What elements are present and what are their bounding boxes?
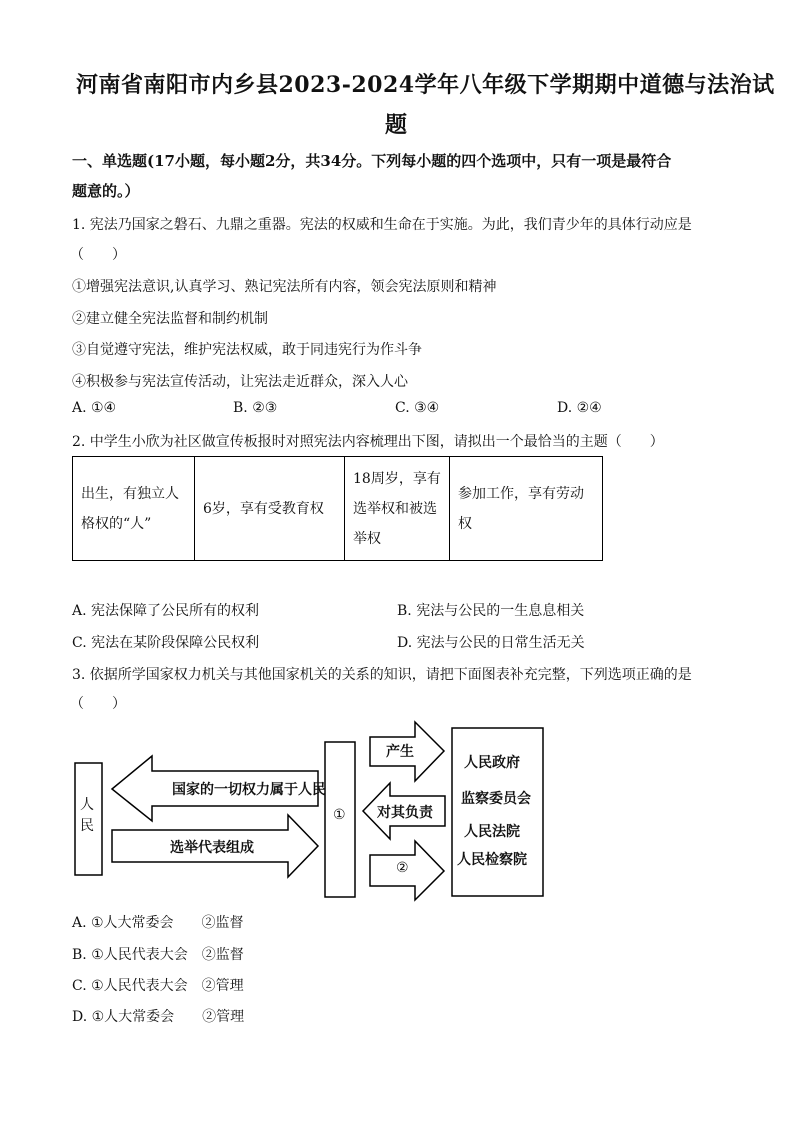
people-label: 人民 xyxy=(80,797,94,834)
q3-option-d[interactable]: D. ①人大常委会 ②管理 xyxy=(72,1009,245,1025)
organ-court: 人民法院 xyxy=(464,824,520,840)
q2-cell-birth: 出生，有独立人格权的“人” xyxy=(73,457,195,561)
q3-option-c[interactable]: C. ①人民代表大会 ②管理 xyxy=(72,978,244,994)
q2-cell-work: 参加工作，享有劳动权 xyxy=(450,457,603,561)
page-title-line1: 河南省南阳市内乡县2023-2024学年八年级下学期期中道德与法治试 xyxy=(76,72,775,98)
q2-option-a[interactable]: A. 宪法保障了公民所有的权利 xyxy=(72,603,260,619)
q2-stem: 2. 中学生小欣为社区做宣传板报时对照宪法内容梳理出下图，请拟出一个最恰当的主题（ ） xyxy=(72,434,664,450)
arrow-bottom-label: 选举代表组成 xyxy=(170,840,254,856)
organ-procuratorate: 人民检察院 xyxy=(457,852,527,868)
blank-2-label: ② xyxy=(396,860,409,876)
q1-option-b[interactable]: B. ②③ xyxy=(233,400,278,416)
q1-answer-paren: （ ） xyxy=(70,247,126,263)
q1-stem: 1. 宪法乃国家之磐石、九鼎之重器。宪法的权威和生命在于实施。为此，我们青少年的具体行动应是 xyxy=(72,217,692,233)
responsible-label: 对其负责 xyxy=(377,805,433,821)
section-heading-line1: 一、单选题(17小题，每小题2分，共34分。下列每小题的四个选项中，只有一项是最符合 xyxy=(72,152,672,170)
center-blank-label: ① xyxy=(333,807,346,823)
q1-item-3: ③自觉遵守宪法，维护宪法权威，敢于同违宪行为作斗争 xyxy=(72,342,422,358)
q2-option-d[interactable]: D. 宪法与公民的日常生活无关 xyxy=(397,635,585,651)
arrow-top-label: 国家的一切权力属于人民 xyxy=(172,782,326,798)
organ-supervisory-commission: 监察委员会 xyxy=(461,791,531,807)
section-heading-line2: 题意的。） xyxy=(72,182,140,200)
produce-label: 产生 xyxy=(386,744,414,760)
q1-option-a[interactable]: A. ①④ xyxy=(72,400,117,416)
q1-item-4: ④积极参与宪法宣传活动，让宪法走近群众，深入人心 xyxy=(72,374,408,390)
q2-option-c[interactable]: C. 宪法在某阶段保障公民权利 xyxy=(72,635,260,651)
q1-option-c[interactable]: C. ③④ xyxy=(395,400,440,416)
organ-government: 人民政府 xyxy=(464,755,520,771)
q3-answer-paren: （ ） xyxy=(70,696,126,712)
q2-option-b[interactable]: B. 宪法与公民的一生息息相关 xyxy=(397,603,585,619)
q1-item-2: ②建立健全宪法监督和制约机制 xyxy=(72,311,268,327)
q3-stem: 3. 依据所学国家权力机关与其他国家机关的关系的知识，请把下面图表补充完整，下列选项正确的是 xyxy=(72,667,692,683)
q2-cell-age6: 6岁，享有受教育权 xyxy=(195,457,345,561)
q2-cell-age18: 18周岁，享有选举权和被选举权 xyxy=(345,457,450,561)
q3-option-a[interactable]: A. ①人大常委会 ②监督 xyxy=(72,915,244,931)
q3-option-b[interactable]: B. ①人民代表大会 ②监督 xyxy=(72,947,244,963)
q1-option-d[interactable]: D. ②④ xyxy=(557,400,602,416)
q1-item-1: ①增强宪法意识,认真学习、熟记宪法所有内容，领会宪法原则和精神 xyxy=(72,279,497,295)
page-title-line2: 题 xyxy=(385,112,408,138)
